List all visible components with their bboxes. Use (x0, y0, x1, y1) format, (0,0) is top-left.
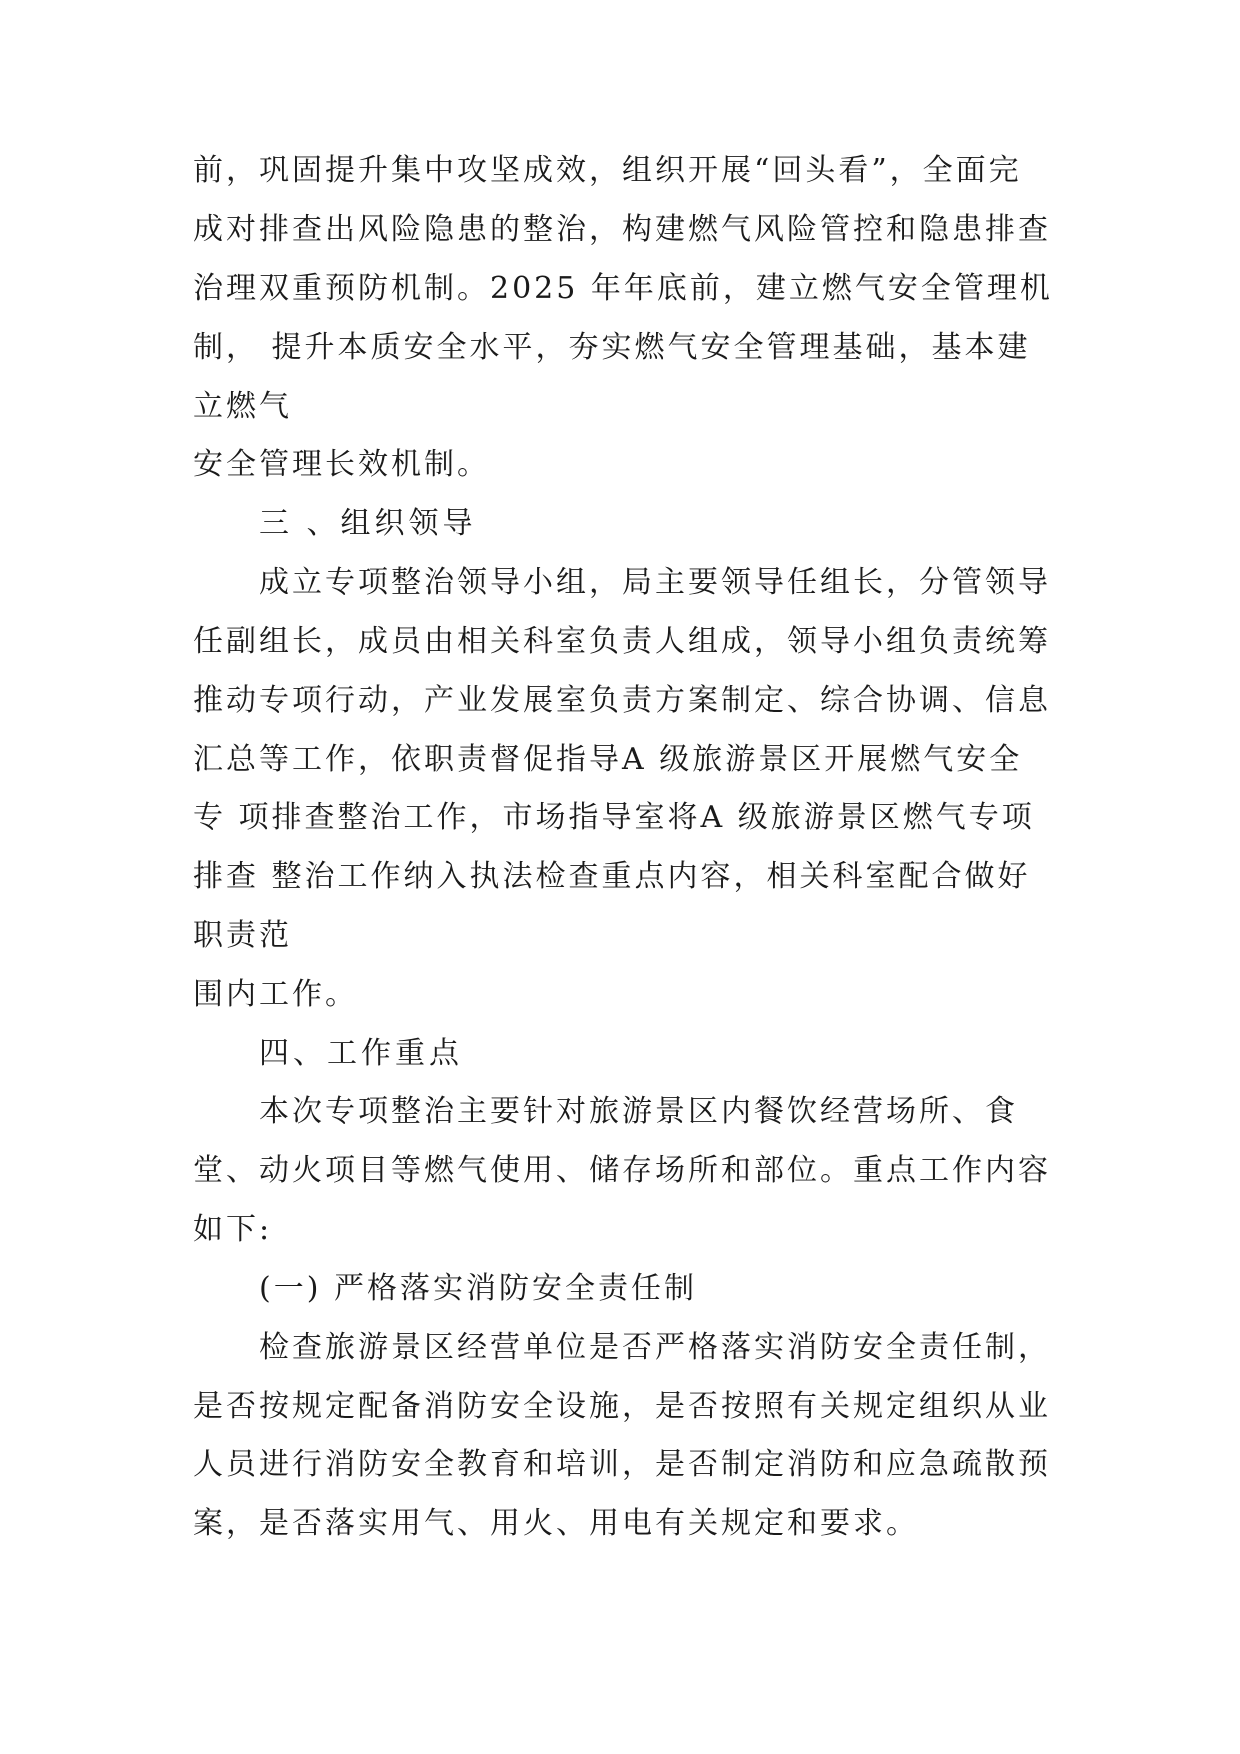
subsection-heading-1: (一) 严格落实消防安全责任制 (259, 1271, 697, 1306)
body-line: 职责范 (193, 918, 292, 953)
body-line: 安全管理长效机制。 (193, 447, 490, 482)
body-line: 案，是否落实用气、用火、用电有关规定和要求。 (193, 1506, 919, 1541)
body-line: 制， 提升本质安全水平，夯实燃气安全管理基础，基本建 (193, 330, 1031, 365)
body-line: 堂、动火项目等燃气使用、储存场所和部位。重点工作内容 (193, 1153, 1051, 1188)
body-line: 成立专项整治领导小组，局主要领导任组长，分管领导 (259, 565, 1051, 600)
section-heading-3: 三 、组织领导 (259, 506, 477, 541)
body-line: 人员进行消防安全教育和培训，是否制定消防和应急疏散预 (193, 1447, 1051, 1482)
body-line: 前，巩固提升集中攻坚成效，组织开展“回头看”，全面完 (193, 153, 1022, 188)
body-line: 围内工作。 (193, 977, 358, 1012)
body-line: 检查旅游景区经营单位是否严格落实消防安全责任制， (259, 1330, 1051, 1365)
body-line: 成对排查出风险隐患的整治，构建燃气风险管控和隐患排查 (193, 212, 1051, 247)
body-line: 如下: (193, 1212, 273, 1247)
section-heading-4: 四、工作重点 (259, 1036, 463, 1071)
body-line: 汇总等工作，依职责督促指导A 级旅游景区开展燃气安全 (193, 742, 1023, 777)
body-line: 治理双重预防机制。2025 年年底前，建立燃气安全管理机 (193, 271, 1053, 306)
body-line: 立燃气 (193, 389, 292, 424)
body-line: 推动专项行动，产业发展室负责方案制定、综合协调、信息 (193, 683, 1051, 718)
body-line: 排查 整治工作纳入执法检查重点内容，相关科室配合做好 (193, 859, 1031, 894)
body-line: 是否按规定配备消防安全设施，是否按照有关规定组织从业 (193, 1389, 1051, 1424)
body-line: 任副组长，成员由相关科室负责人组成，领导小组负责统筹 (193, 624, 1051, 659)
body-line: 专 项排查整治工作，市场指导室将A 级旅游景区燃气专项 (193, 800, 1035, 835)
body-line: 本次专项整治主要针对旅游景区内餐饮经营场所、食 (259, 1094, 1018, 1129)
